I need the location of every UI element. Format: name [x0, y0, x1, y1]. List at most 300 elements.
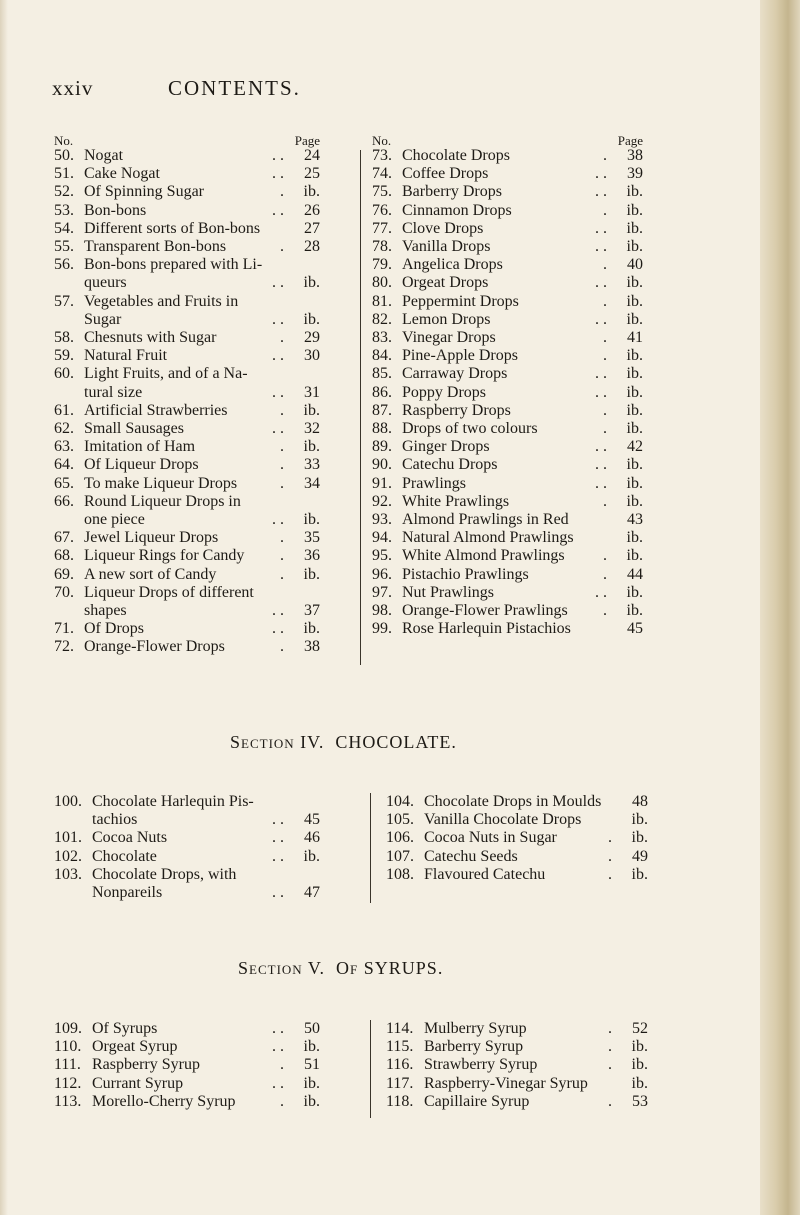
entry-leader-dots: . . [272, 847, 284, 865]
entry-page: ib. [631, 811, 648, 829]
contents-entry [54, 420, 320, 438]
contents-entry [54, 1056, 320, 1074]
entry-title [84, 456, 284, 474]
entry-page: ib. [303, 310, 320, 328]
contents-entry [54, 438, 320, 456]
entry-leader-dots: . . [272, 310, 284, 328]
entry-page: 32 [304, 420, 320, 437]
entry-number: 85. [372, 365, 392, 383]
contents-entry [54, 293, 320, 311]
page-title: CONTENTS. [168, 76, 301, 100]
entry-title [92, 1038, 284, 1056]
entry-title-text: Of Syrups [92, 1020, 158, 1037]
entry-page: 45 [627, 620, 643, 638]
contents-entry [54, 1093, 320, 1111]
entry-page: ib. [626, 492, 643, 510]
contents-entry [372, 456, 643, 474]
entry-page: ib. [303, 620, 320, 638]
entry-number: 101. [54, 829, 82, 847]
entry-page: 28 [304, 238, 320, 255]
entry-title [92, 829, 284, 847]
entry-title-text: Liqueur Rings for Candy [84, 547, 245, 565]
contents-entry [54, 165, 320, 183]
entry-number: 78. [372, 238, 392, 255]
entry-title [84, 274, 284, 292]
entry-number: 66. [54, 492, 74, 510]
entry-title [424, 1093, 612, 1111]
entry-title [84, 511, 284, 529]
entry-title [84, 147, 284, 165]
entry-title [402, 438, 607, 456]
entry-page: ib. [631, 1056, 648, 1074]
entry-page: ib. [626, 401, 643, 419]
entry-page: ib. [626, 238, 643, 255]
entry-title-text: White Prawlings [402, 492, 510, 510]
entry-title [402, 365, 607, 383]
entry-title-text: Lemon Drops [402, 310, 491, 328]
entry-title-text: Almond Prawlings in Red [402, 511, 569, 528]
contents-entry [386, 848, 648, 866]
entry-number: 106. [386, 829, 414, 847]
entry-title-text: Chocolate Drops, with [92, 865, 237, 883]
entry-leader-dots: . . [595, 310, 607, 328]
entry-leader-dots: . . [272, 147, 284, 164]
entry-number: 108. [386, 865, 414, 883]
entry-number: 103. [54, 865, 82, 883]
entry-number: 76. [372, 201, 392, 219]
entry-number: 89. [372, 438, 392, 456]
entry-title-text: Liqueur Drops of different [84, 583, 254, 601]
entry-page: 44 [627, 565, 643, 583]
entry-number: 52. [54, 183, 74, 201]
contents-entry [54, 256, 320, 274]
entry-number: 99. [372, 620, 392, 638]
entry-title [84, 493, 284, 511]
entry-title-text: Of Spinning Sugar [84, 183, 204, 201]
section-heading: Section V. Of SYRUPS. [238, 958, 444, 978]
entry-leader-dots: . . [595, 456, 607, 474]
column-divider [370, 1020, 371, 1118]
contents-entry [372, 220, 643, 238]
entry-title-text: shapes [84, 602, 127, 619]
entry-page: ib. [303, 511, 320, 528]
contents-entry [54, 220, 320, 238]
col-label-no: No. [54, 133, 74, 148]
entry-page: ib. [626, 201, 643, 219]
entry-leader-dots: . . [272, 1038, 284, 1056]
entry-title-text: Drops of two colours [402, 420, 538, 437]
contents-entry [54, 475, 320, 493]
entry-title-text: Cake Nogat [84, 165, 160, 183]
entry-title [402, 165, 607, 183]
entry-number: 107. [386, 847, 414, 865]
entry-number: 94. [372, 529, 392, 547]
entry-number: 80. [372, 274, 392, 292]
entry-title-text: Cocoa Nuts in Sugar [424, 829, 557, 847]
entry-number: 79. [372, 256, 392, 274]
contents-entry [54, 311, 320, 329]
contents-entry [54, 1020, 320, 1038]
entry-number: 91. [372, 474, 392, 492]
entry-title-text: Flavoured Catechu [424, 865, 546, 883]
contents-entry [372, 365, 643, 383]
entry-title [402, 529, 607, 547]
entry-page: 25 [304, 165, 320, 183]
entry-number: 77. [372, 219, 392, 237]
entry-number: 67. [54, 529, 74, 547]
entry-title-text: Vanilla Drops [402, 238, 491, 255]
entry-title [84, 365, 284, 383]
contents-entry [54, 793, 320, 811]
contents-entry [54, 274, 320, 292]
entry-leader-dots: . [603, 347, 607, 365]
entry-title [402, 311, 607, 329]
entry-title [92, 1020, 284, 1038]
entry-page: 49 [632, 847, 648, 865]
entry-number: 113. [54, 1092, 82, 1110]
entry-title-text: Chocolate Drops in Moulds [424, 793, 602, 810]
entry-number: 87. [372, 401, 392, 419]
entry-leader-dots: . [608, 829, 612, 847]
entry-title-text: Pine-Apple Drops [402, 347, 518, 365]
entry-number: 55. [54, 238, 74, 255]
entry-title-text: To make Liqueur Drops [84, 474, 238, 492]
entry-number: 69. [54, 565, 74, 583]
contents-entry [54, 829, 320, 847]
entry-title [84, 238, 284, 256]
contents-entry [54, 884, 320, 902]
entry-page: ib. [626, 292, 643, 310]
entry-number: 70. [54, 583, 74, 601]
entry-title-text: Different sorts of Bon-bons [84, 219, 261, 237]
entry-page: ib. [303, 274, 320, 292]
entry-page: 53 [632, 1092, 648, 1110]
entry-title [402, 384, 607, 402]
contents-entry [372, 256, 643, 274]
entry-page: ib. [626, 602, 643, 619]
entry-number: 111. [54, 1056, 81, 1074]
col-label-page: Page [294, 133, 320, 148]
entry-page: 35 [304, 529, 320, 547]
entry-title-text: Orange-Flower Prawlings [402, 602, 568, 619]
entry-page: ib. [626, 474, 643, 492]
entry-leader-dots: . . [272, 811, 284, 829]
entry-title-text: Prawlings [402, 474, 466, 492]
contents-entry [54, 329, 320, 347]
entry-leader-dots: . [603, 565, 607, 583]
entry-title [402, 547, 607, 565]
entry-leader-dots: . . [595, 438, 607, 456]
entry-number: 105. [386, 811, 414, 829]
contents-entry [372, 420, 643, 438]
entry-number: 61. [54, 401, 74, 419]
entry-title [84, 584, 284, 602]
entry-number: 50. [54, 147, 74, 164]
entry-number: 90. [372, 456, 392, 474]
entry-leader-dots: . . [272, 201, 284, 219]
contents-entry [54, 347, 320, 365]
entry-page: 47 [304, 884, 320, 901]
entry-leader-dots: . [280, 529, 284, 547]
entry-number: 75. [372, 183, 392, 201]
entry-leader-dots: . [280, 547, 284, 565]
entry-title-text: Mulberry Syrup [424, 1020, 527, 1037]
contents-entry [372, 238, 643, 256]
entry-title [424, 829, 612, 847]
entry-title [92, 866, 284, 884]
contents-column-left [54, 147, 320, 659]
contents-entry [54, 238, 320, 256]
entry-title-text: Capillaire Syrup [424, 1092, 530, 1110]
contents-entry [386, 1038, 648, 1056]
entry-leader-dots: . [280, 474, 284, 492]
contents-entry [54, 529, 320, 547]
contents-entry [372, 329, 643, 347]
entry-leader-dots: . [603, 401, 607, 419]
entry-page: ib. [626, 383, 643, 401]
entry-leader-dots: . [280, 438, 284, 456]
entry-number: 110. [54, 1038, 82, 1056]
entry-leader-dots: . [603, 492, 607, 510]
entry-title [402, 620, 607, 638]
entry-title-text: Transparent Bon-bons [84, 238, 227, 255]
entry-page: ib. [303, 1038, 320, 1056]
contents-entry [372, 547, 643, 565]
entry-title-text: Raspberry-Vinegar Syrup [424, 1074, 588, 1092]
entry-title-text: Bon-bons [84, 201, 147, 219]
entry-page: ib. [631, 1074, 648, 1092]
entry-leader-dots: . . [272, 511, 284, 528]
entry-leader-dots: . [280, 1092, 284, 1110]
entry-number: 71. [54, 620, 74, 638]
entry-title-text: Cocoa Nuts [92, 829, 168, 847]
entry-number: 102. [54, 847, 82, 865]
entry-leader-dots: . [603, 547, 607, 565]
entry-page: 34 [304, 474, 320, 492]
entry-leader-dots: . . [595, 165, 607, 183]
entry-leader-dots: . . [595, 238, 607, 255]
entry-title-text: Catechu Seeds [424, 847, 518, 865]
col-label-no: No. [372, 133, 392, 148]
page-number: xxiv [52, 76, 94, 100]
entry-number: 68. [54, 547, 74, 565]
entry-title [402, 475, 607, 493]
column-header-left [54, 133, 320, 147]
entry-number: 96. [372, 565, 392, 583]
entry-title [424, 866, 612, 884]
contents-entry [54, 866, 320, 884]
entry-leader-dots: . . [595, 183, 607, 201]
entry-number: 95. [372, 547, 392, 565]
entry-leader-dots: . [280, 183, 284, 201]
contents-entry [54, 638, 320, 656]
entry-title [402, 274, 607, 292]
book-spine-edge [760, 0, 800, 1215]
entry-title [84, 547, 284, 565]
entry-number: 56. [54, 256, 74, 274]
chocolate-column-right [386, 793, 648, 885]
entry-page: ib. [626, 347, 643, 365]
contents-entry [372, 347, 643, 365]
entry-title-text: Imitation of Ham [84, 438, 196, 456]
entry-leader-dots: . [603, 201, 607, 219]
entry-leader-dots: . [280, 238, 284, 255]
entry-title [424, 1020, 612, 1038]
entry-number: 118. [386, 1092, 414, 1110]
contents-entry [372, 584, 643, 602]
entry-title-text: Carraway Drops [402, 365, 508, 383]
entry-leader-dots: . . [272, 884, 284, 901]
contents-entry [386, 1093, 648, 1111]
entry-title [424, 1075, 612, 1093]
entry-title [402, 602, 607, 620]
entry-leader-dots: . [608, 1056, 612, 1074]
contents-entry [54, 384, 320, 402]
contents-entry [386, 829, 648, 847]
running-header [0, 76, 760, 106]
entry-title [402, 511, 607, 529]
contents-entry [54, 493, 320, 511]
entry-title-text: Coffee Drops [402, 165, 489, 183]
contents-entry [386, 1075, 648, 1093]
entry-title [402, 220, 607, 238]
entry-page: ib. [626, 456, 643, 474]
entry-title-text: Orange-Flower Drops [84, 638, 225, 656]
entry-number: 97. [372, 583, 392, 601]
entry-title [84, 438, 284, 456]
entry-page: 46 [304, 829, 320, 847]
contents-entry [54, 402, 320, 420]
entry-leader-dots: . . [272, 829, 284, 847]
contents-entry [54, 602, 320, 620]
entry-title-text: White Almond Prawlings [402, 547, 565, 565]
entry-title [402, 584, 607, 602]
entry-page: 48 [632, 793, 648, 810]
entry-page: ib. [303, 438, 320, 456]
entry-leader-dots: . [280, 456, 284, 474]
entry-title [92, 1093, 284, 1111]
entry-page: 42 [627, 438, 643, 456]
entry-number: 86. [372, 383, 392, 401]
entry-page: 52 [632, 1020, 648, 1037]
entry-number: 93. [372, 511, 392, 528]
contents-entry [372, 620, 643, 638]
entry-title [92, 848, 284, 866]
entry-leader-dots: . . [595, 583, 607, 601]
entry-number: 88. [372, 420, 392, 437]
entry-leader-dots: . [608, 847, 612, 865]
entry-number: 84. [372, 347, 392, 365]
entry-title [424, 848, 612, 866]
entry-title [402, 329, 607, 347]
contents-entry [54, 811, 320, 829]
contents-entry [372, 529, 643, 547]
entry-page: ib. [626, 219, 643, 237]
contents-entry [372, 493, 643, 511]
entry-page: 50 [304, 1020, 320, 1037]
contents-entry [54, 202, 320, 220]
entry-page: ib. [631, 865, 648, 883]
entry-title-text: Bon-bons prepared with Li- [84, 256, 263, 274]
entry-leader-dots: . . [272, 602, 284, 619]
entry-title [402, 493, 607, 511]
entry-title-text: Round Liqueur Drops in [84, 492, 241, 510]
contents-entry [54, 584, 320, 602]
entry-page: 26 [304, 201, 320, 219]
contents-entry [372, 438, 643, 456]
entry-title-text: Natural Almond Prawlings [402, 529, 574, 547]
entry-leader-dots: . . [272, 165, 284, 183]
entry-leader-dots: . . [272, 1074, 284, 1092]
column-divider [360, 150, 361, 665]
entry-leader-dots: . . [272, 420, 284, 437]
entry-title [84, 347, 284, 365]
entry-page: ib. [626, 183, 643, 201]
entry-title [424, 793, 612, 811]
entry-title-text: Chocolate [92, 847, 157, 865]
contents-entry [54, 620, 320, 638]
entry-title [84, 602, 284, 620]
entry-title-text: Natural Fruit [84, 347, 168, 365]
entry-leader-dots: . [608, 1092, 612, 1110]
entry-page: 33 [304, 456, 320, 474]
entry-page: ib. [626, 274, 643, 292]
entry-number: 60. [54, 365, 74, 383]
contents-entry [372, 147, 643, 165]
entry-title [84, 384, 284, 402]
entry-title-text: Raspberry Drops [402, 401, 511, 419]
entry-number: 104. [386, 793, 414, 810]
contents-entry [54, 147, 320, 165]
contents-entry [372, 311, 643, 329]
entry-title-text: Orgeat Syrup [92, 1038, 178, 1056]
entry-number: 63. [54, 438, 74, 456]
entry-title-text: Pistachio Prawlings [402, 565, 529, 583]
entry-leader-dots: . [280, 329, 284, 346]
entry-number: 109. [54, 1020, 82, 1037]
contents-entry [54, 365, 320, 383]
entry-title [84, 311, 284, 329]
entry-page: ib. [631, 1038, 648, 1056]
entry-number: 117. [386, 1074, 414, 1092]
entry-title [424, 811, 612, 829]
entry-title [84, 256, 284, 274]
entry-page: ib. [303, 1074, 320, 1092]
entry-title-text: Nut Prawlings [402, 583, 494, 601]
contents-entry [54, 511, 320, 529]
entry-page: 38 [627, 147, 643, 164]
entry-title [84, 202, 284, 220]
entry-number: 73. [372, 147, 392, 164]
entry-page: ib. [626, 547, 643, 565]
entry-title-text: Jewel Liqueur Drops [84, 529, 219, 547]
entry-page: ib. [303, 401, 320, 419]
entry-title [402, 183, 607, 201]
entry-title-text: Sugar [84, 310, 122, 328]
entry-number: 115. [386, 1038, 414, 1056]
entry-title-text: Nogat [84, 147, 124, 164]
entry-title [402, 256, 607, 274]
entry-leader-dots: . [280, 565, 284, 583]
entry-page: 31 [304, 383, 320, 401]
entry-leader-dots: . . [272, 620, 284, 638]
entry-number: 51. [54, 165, 74, 183]
entry-page: 37 [304, 602, 320, 619]
entry-title-text: Light Fruits, and of a Na- [84, 365, 248, 383]
contents-entry [372, 165, 643, 183]
entry-number: 65. [54, 474, 74, 492]
entry-leader-dots: . [280, 1056, 284, 1074]
